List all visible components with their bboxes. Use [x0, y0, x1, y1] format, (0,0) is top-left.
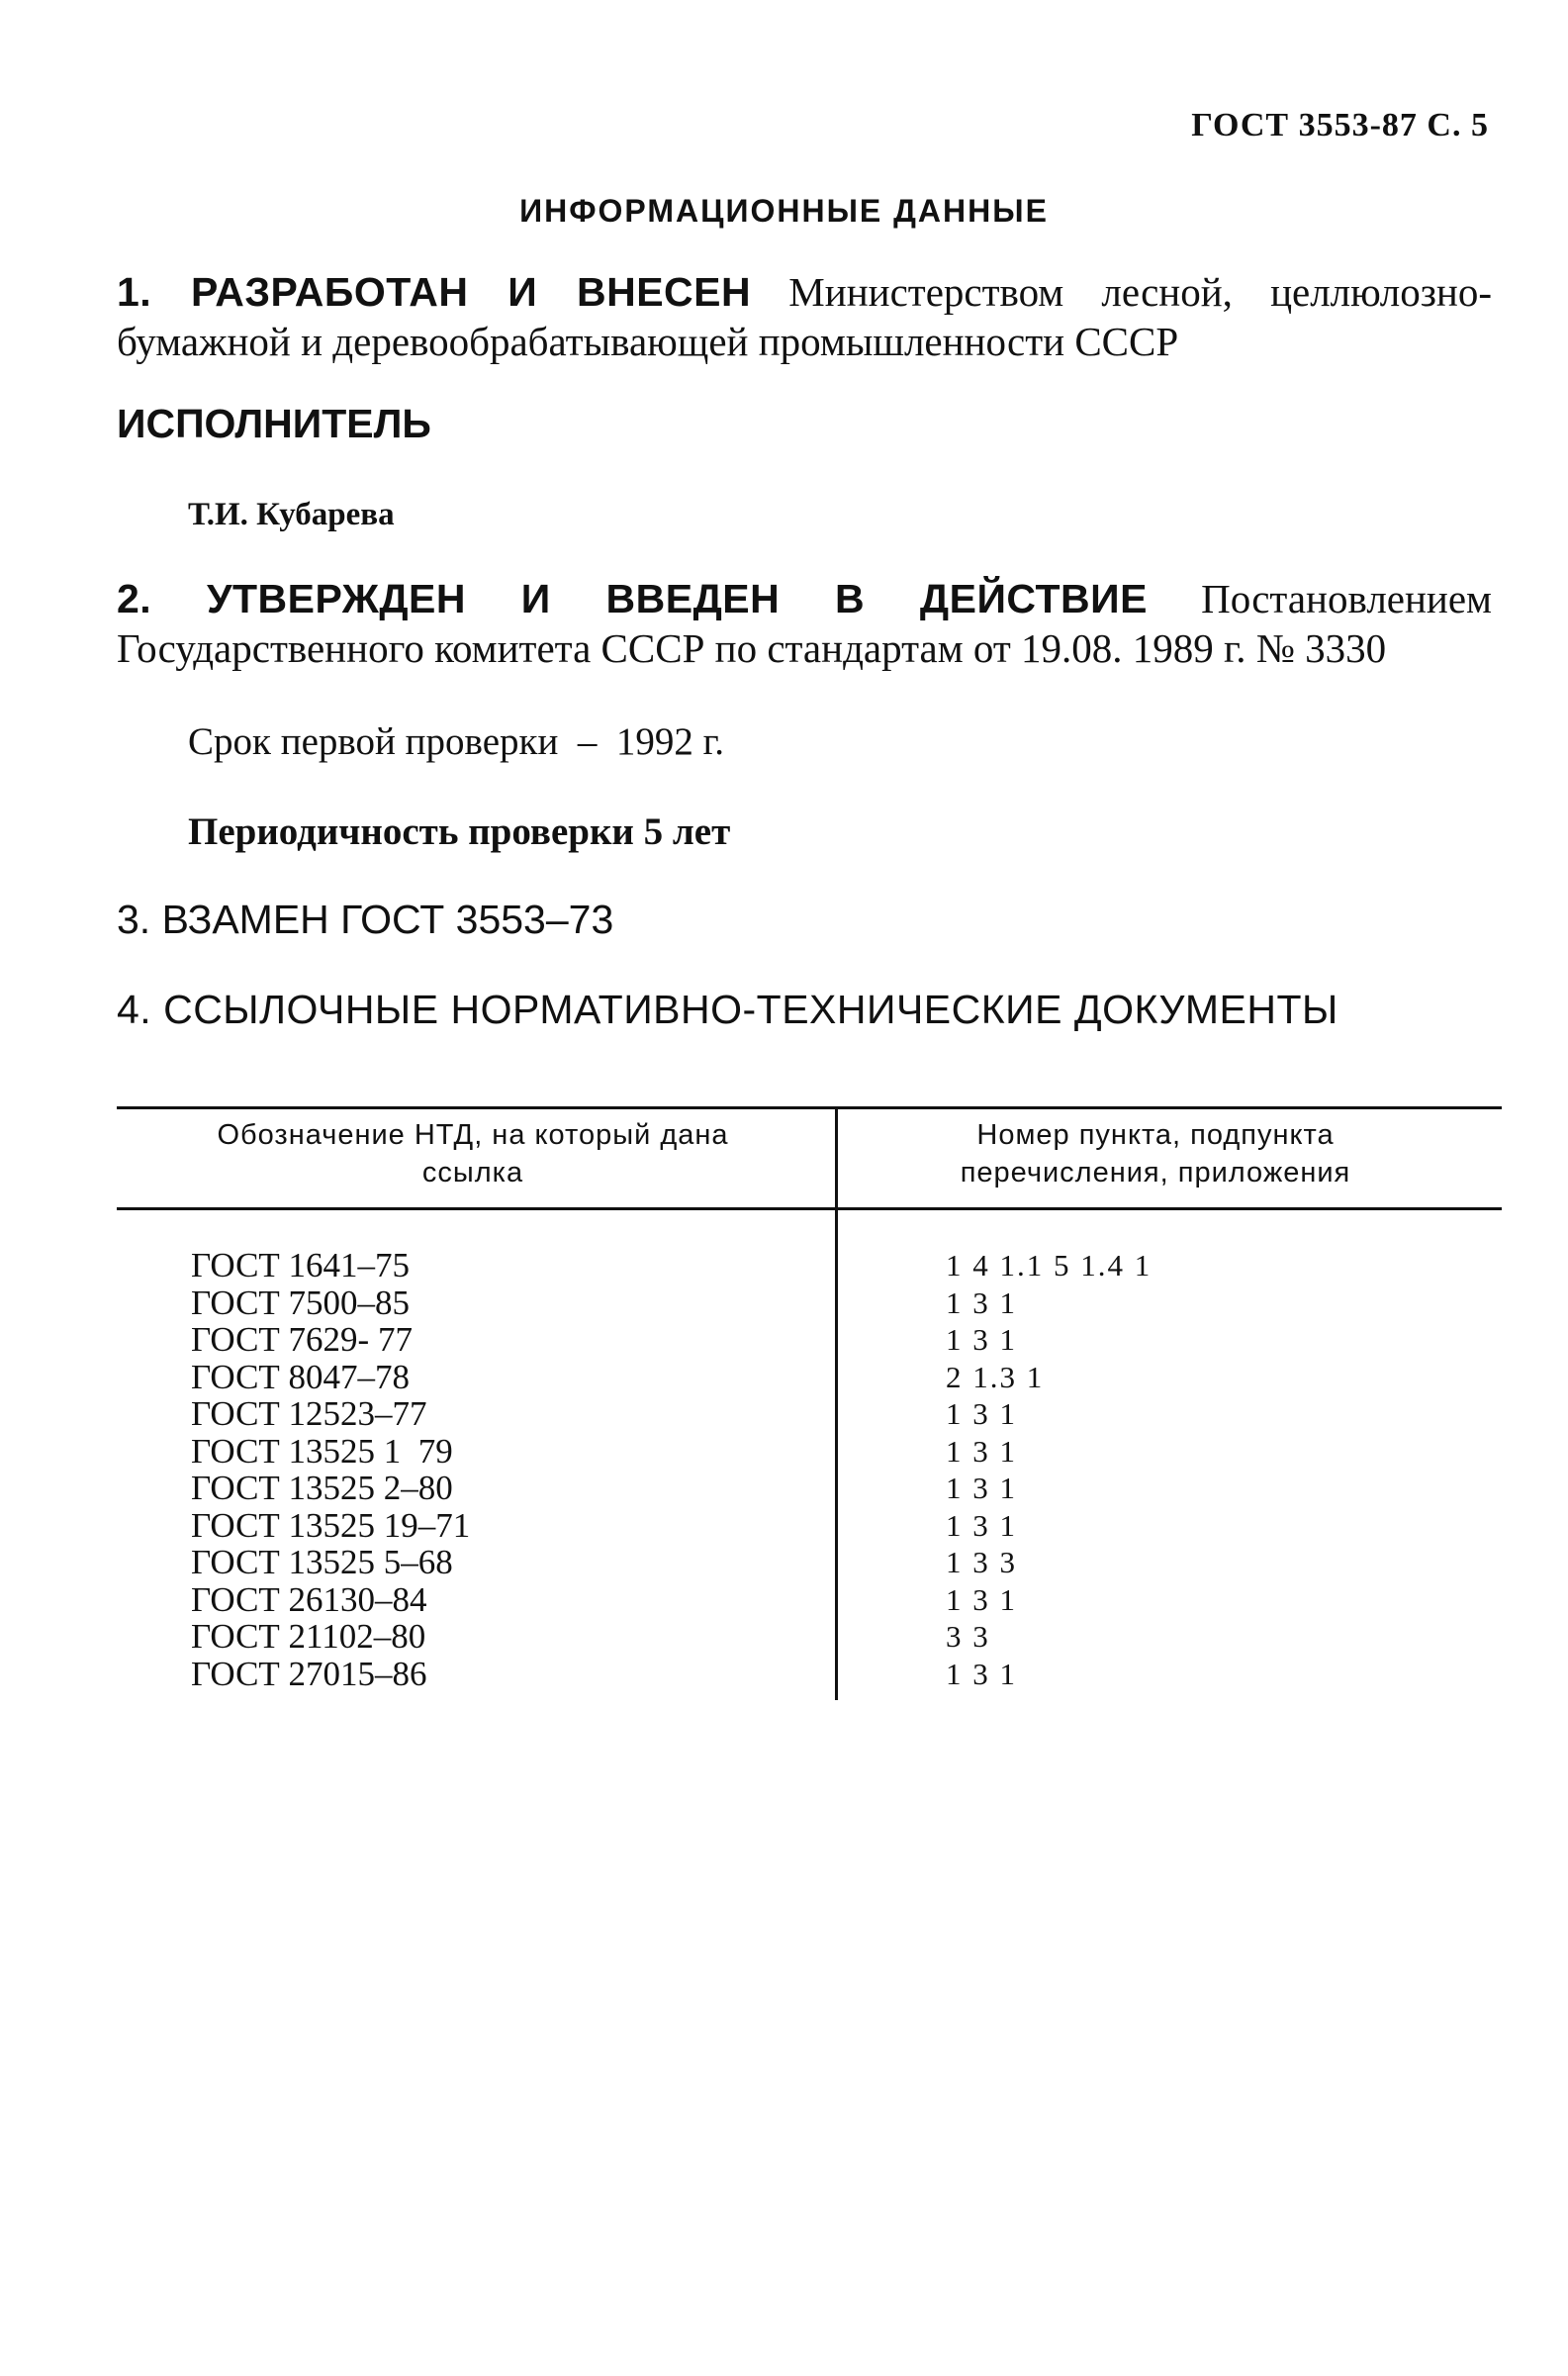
table-cell-doc: ГОСТ 1641–75 [191, 1246, 411, 1284]
table-cell-clauses: 2 1.3 1 [946, 1359, 1045, 1394]
table-header-rule [117, 1207, 1502, 1210]
table-cell-clauses: 1 3 3 [946, 1545, 1017, 1579]
table-cell-doc: ГОСТ 13525 1 79 [191, 1431, 453, 1471]
table-top-rule [117, 1106, 1502, 1109]
table-cell-doc: ГОСТ 7500–85 [191, 1283, 411, 1322]
periodicity-line: Периодичность проверки 5 лет [188, 810, 731, 853]
table-cell-doc: ГОСТ 8047–78 [191, 1357, 411, 1396]
section-1 [117, 267, 1492, 366]
section-4: 4. ССЫЛОЧНЫЕ НОРМАТИВНО-ТЕХНИЧЕСКИЕ ДОКУМЕНТЫ [117, 987, 1338, 1032]
table-column-divider [835, 1106, 838, 1700]
document-title: ИНФОРМАЦИОННЫЕ ДАННЫЕ [519, 193, 1049, 229]
table-cell-clauses: 3 3 [946, 1619, 990, 1654]
table-cell-doc: ГОСТ 12523–77 [191, 1394, 427, 1433]
table-cell-doc: ГОСТ 13525 2–80 [191, 1469, 453, 1507]
page-header: ГОСТ 3553-87 С. 5 [1191, 107, 1489, 143]
table-header-document: Обозначение НТД, на который дана ссылка [217, 1119, 729, 1188]
section-2-label: 2. УТВЕРЖДЕН И ВВЕДЕН В ДЕЙСТВИЕ [117, 576, 1148, 621]
section-2 [117, 574, 1492, 673]
table-cell-clauses: 1 3 1 [946, 1471, 1017, 1505]
table-cell-clauses: 1 4 1.1 5 1.4 1 [946, 1248, 1153, 1283]
table-cell-doc: ГОСТ 26130–84 [191, 1579, 427, 1619]
table-cell-doc: ГОСТ 7629- 77 [191, 1320, 413, 1359]
table-cell-clauses: 1 3 1 [946, 1507, 1017, 1543]
table-column-clauses [946, 1247, 1152, 1692]
executor-name: Т.И. Кубарева [188, 497, 395, 532]
table-cell-clauses: 1 3 1 [946, 1396, 1017, 1431]
reference-table [117, 1106, 1502, 1700]
table-header-clauses: Номер пункта, подпункта перечисления, приложения [960, 1119, 1351, 1188]
table-cell-clauses: 1 3 1 [946, 1581, 1017, 1617]
section-1-text: Министерством лесной, целлюлозно-бумажной и деревообрабатывающей промышленности СССР [117, 269, 1492, 364]
section-3: 3. ВЗАМЕН ГОСТ 3553–73 [117, 897, 614, 942]
table-cell-doc: ГОСТ 21102–80 [191, 1617, 426, 1656]
table-cell-doc: ГОСТ 13525 19–71 [191, 1505, 471, 1545]
section-2-text: Постановлением Государственного комитета СССР по стандартам от 19.08. 1989 г. № 3330 [117, 576, 1492, 671]
table-cell-doc: ГОСТ 13525 5–68 [191, 1543, 453, 1581]
table-column-documents [191, 1247, 470, 1692]
table-cell-doc: ГОСТ 27015–86 [191, 1654, 427, 1693]
table-cell-clauses: 1 3 1 [946, 1656, 1017, 1691]
table-cell-clauses: 1 3 1 [946, 1284, 1017, 1320]
executor-heading: ИСПОЛНИТЕЛЬ [117, 401, 431, 446]
first-check-line: Срок первой проверки – 1992 г. [188, 720, 724, 763]
section-1-label: 1. РАЗРАБОТАН И ВНЕСЕН [117, 269, 752, 315]
table-cell-clauses: 1 3 1 [946, 1322, 1017, 1357]
table-cell-clauses: 1 3 1 [946, 1433, 1017, 1469]
